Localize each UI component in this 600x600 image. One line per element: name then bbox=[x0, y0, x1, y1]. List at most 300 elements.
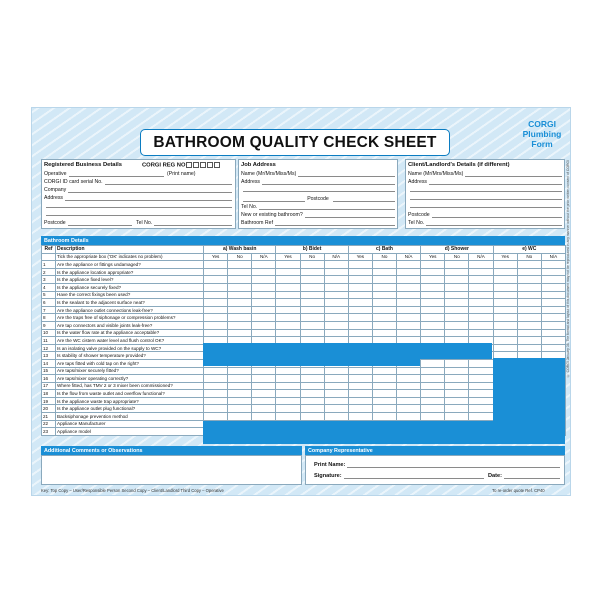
subheader-yes: Yes bbox=[204, 253, 228, 261]
check-cell[interactable] bbox=[397, 291, 421, 299]
check-cell[interactable] bbox=[276, 314, 300, 322]
check-cell[interactable] bbox=[348, 306, 372, 314]
client-postcode-field[interactable]: Postcode bbox=[408, 212, 562, 218]
check-cell[interactable] bbox=[421, 390, 445, 398]
check-cell[interactable] bbox=[324, 261, 348, 269]
check-cell[interactable] bbox=[348, 291, 372, 299]
check-cell[interactable] bbox=[204, 413, 228, 421]
tick-note: Tick the appropriate box ('OK' indicates no problem) bbox=[56, 253, 204, 261]
check-cell[interactable] bbox=[445, 375, 469, 383]
check-cell[interactable] bbox=[445, 329, 469, 337]
client-address-line-4[interactable] bbox=[408, 203, 562, 208]
check-cell[interactable] bbox=[372, 382, 396, 390]
check-cell[interactable] bbox=[469, 397, 493, 405]
check-cell[interactable] bbox=[517, 299, 541, 307]
check-cell[interactable] bbox=[324, 329, 348, 337]
check-cell[interactable] bbox=[493, 299, 517, 307]
check-cell[interactable] bbox=[324, 375, 348, 383]
check-cell[interactable] bbox=[204, 382, 228, 390]
check-cell[interactable] bbox=[252, 397, 276, 405]
check-cell[interactable] bbox=[421, 306, 445, 314]
check-cell[interactable] bbox=[421, 283, 445, 291]
logo-line-2: Plumbing bbox=[522, 129, 562, 139]
check-cell[interactable] bbox=[372, 367, 396, 375]
check-cell[interactable] bbox=[324, 268, 348, 276]
check-cell[interactable] bbox=[300, 405, 324, 413]
check-cell[interactable] bbox=[421, 321, 445, 329]
check-cell[interactable] bbox=[469, 413, 493, 421]
check-cell[interactable] bbox=[372, 397, 396, 405]
check-cell[interactable] bbox=[541, 283, 565, 291]
check-cell[interactable] bbox=[204, 405, 228, 413]
check-cell[interactable] bbox=[421, 291, 445, 299]
check-cell[interactable] bbox=[372, 375, 396, 383]
check-cell[interactable] bbox=[397, 283, 421, 291]
check-cell[interactable] bbox=[252, 306, 276, 314]
check-cell[interactable] bbox=[276, 367, 300, 375]
check-cell[interactable] bbox=[228, 397, 252, 405]
check-cell[interactable] bbox=[348, 268, 372, 276]
check-cell[interactable] bbox=[252, 367, 276, 375]
check-cell[interactable] bbox=[397, 329, 421, 337]
check-cell[interactable] bbox=[445, 397, 469, 405]
check-cell[interactable] bbox=[228, 413, 252, 421]
check-cell[interactable] bbox=[300, 397, 324, 405]
address-line-2[interactable] bbox=[44, 203, 232, 208]
check-cell[interactable] bbox=[372, 306, 396, 314]
check-cell[interactable] bbox=[348, 390, 372, 398]
check-cell[interactable] bbox=[204, 367, 228, 375]
check-cell[interactable] bbox=[541, 337, 565, 345]
check-cell[interactable] bbox=[397, 268, 421, 276]
row-ref: 18 bbox=[42, 390, 56, 398]
check-cell[interactable] bbox=[517, 344, 541, 352]
check-cell[interactable] bbox=[276, 268, 300, 276]
check-cell[interactable] bbox=[445, 390, 469, 398]
subheader-na: N/A bbox=[252, 253, 276, 261]
check-cell[interactable] bbox=[445, 291, 469, 299]
operative-field[interactable]: Operative bbox=[44, 171, 164, 177]
check-cell[interactable] bbox=[348, 397, 372, 405]
check-cell[interactable] bbox=[300, 299, 324, 307]
check-cell[interactable] bbox=[204, 299, 228, 307]
check-cell[interactable] bbox=[445, 283, 469, 291]
table-row bbox=[42, 276, 566, 284]
table-row bbox=[42, 321, 566, 329]
check-cell[interactable] bbox=[324, 283, 348, 291]
check-cell[interactable] bbox=[348, 382, 372, 390]
check-cell[interactable] bbox=[421, 375, 445, 383]
check-cell[interactable] bbox=[276, 276, 300, 284]
check-cell[interactable] bbox=[517, 329, 541, 337]
check-cell[interactable] bbox=[445, 405, 469, 413]
check-cell[interactable] bbox=[397, 321, 421, 329]
check-cell[interactable] bbox=[372, 268, 396, 276]
check-cell[interactable] bbox=[348, 283, 372, 291]
check-cell[interactable] bbox=[445, 321, 469, 329]
check-cell[interactable] bbox=[517, 306, 541, 314]
check-cell[interactable] bbox=[445, 276, 469, 284]
check-cell[interactable] bbox=[493, 306, 517, 314]
check-cell[interactable] bbox=[252, 382, 276, 390]
table-row bbox=[42, 268, 566, 276]
check-cell[interactable] bbox=[397, 306, 421, 314]
subheader-yes: Yes bbox=[421, 253, 445, 261]
check-cell[interactable] bbox=[372, 283, 396, 291]
check-cell[interactable] bbox=[469, 291, 493, 299]
check-cell[interactable] bbox=[517, 291, 541, 299]
check-cell[interactable] bbox=[252, 276, 276, 284]
row-ref: 16 bbox=[42, 375, 56, 383]
check-cell[interactable] bbox=[324, 314, 348, 322]
check-cell[interactable] bbox=[397, 382, 421, 390]
row-ref: 20 bbox=[42, 405, 56, 413]
check-cell[interactable] bbox=[517, 337, 541, 345]
check-cell[interactable] bbox=[252, 390, 276, 398]
check-cell[interactable] bbox=[493, 283, 517, 291]
check-cell[interactable] bbox=[276, 397, 300, 405]
job-tel-field[interactable]: Tel No. bbox=[241, 204, 395, 210]
check-cell[interactable] bbox=[252, 283, 276, 291]
check-cell[interactable] bbox=[541, 344, 565, 352]
row-description: Appliance model bbox=[56, 428, 204, 436]
check-cell[interactable] bbox=[228, 276, 252, 284]
job-address-field[interactable]: Address bbox=[241, 179, 395, 185]
check-cell[interactable] bbox=[300, 314, 324, 322]
job-postcode-field[interactable]: Postcode bbox=[241, 196, 395, 202]
check-cell[interactable] bbox=[421, 276, 445, 284]
blocked-cells-rows-11-12 bbox=[203, 343, 492, 359]
check-cell[interactable] bbox=[300, 283, 324, 291]
check-cell[interactable] bbox=[228, 329, 252, 337]
check-cell[interactable] bbox=[397, 314, 421, 322]
check-cell[interactable] bbox=[348, 413, 372, 421]
check-cell[interactable] bbox=[204, 375, 228, 383]
check-cell[interactable] bbox=[276, 291, 300, 299]
check-cell[interactable] bbox=[372, 405, 396, 413]
check-cell[interactable] bbox=[517, 268, 541, 276]
check-cell[interactable] bbox=[541, 276, 565, 284]
check-cell[interactable] bbox=[493, 344, 517, 352]
address-line-3[interactable] bbox=[44, 211, 232, 216]
check-cell[interactable] bbox=[397, 367, 421, 375]
check-cell[interactable] bbox=[324, 291, 348, 299]
check-cell[interactable] bbox=[445, 268, 469, 276]
row-description: Appliance Manufacturer bbox=[56, 420, 204, 428]
corgi-logo bbox=[517, 119, 567, 149]
check-cell[interactable] bbox=[348, 261, 372, 269]
check-cell[interactable] bbox=[324, 299, 348, 307]
check-cell[interactable] bbox=[541, 314, 565, 322]
table-row bbox=[42, 390, 566, 398]
check-cell[interactable] bbox=[324, 367, 348, 375]
subheader-na: N/A bbox=[469, 253, 493, 261]
check-cell[interactable] bbox=[228, 261, 252, 269]
check-cell[interactable] bbox=[469, 314, 493, 322]
check-cell[interactable] bbox=[276, 306, 300, 314]
check-cell[interactable] bbox=[493, 321, 517, 329]
check-cell[interactable] bbox=[300, 382, 324, 390]
client-tel-field[interactable]: Tel No. bbox=[408, 220, 562, 226]
check-cell[interactable] bbox=[421, 397, 445, 405]
check-cell[interactable] bbox=[541, 329, 565, 337]
check-cell[interactable] bbox=[204, 397, 228, 405]
check-cell[interactable] bbox=[300, 390, 324, 398]
check-cell[interactable] bbox=[204, 329, 228, 337]
check-cell[interactable] bbox=[252, 405, 276, 413]
check-cell[interactable] bbox=[204, 321, 228, 329]
check-cell[interactable] bbox=[324, 276, 348, 284]
check-cell[interactable] bbox=[228, 321, 252, 329]
row-description: Is the appliance securely fixed? bbox=[56, 283, 204, 291]
check-cell[interactable] bbox=[372, 329, 396, 337]
check-cell[interactable] bbox=[348, 405, 372, 413]
check-cell[interactable] bbox=[276, 375, 300, 383]
check-cell[interactable] bbox=[348, 375, 372, 383]
row-description: Backsiphonage prevention method bbox=[56, 413, 204, 421]
check-cell[interactable] bbox=[348, 367, 372, 375]
check-cell[interactable] bbox=[445, 359, 469, 367]
check-cell[interactable] bbox=[204, 268, 228, 276]
check-cell[interactable] bbox=[252, 268, 276, 276]
check-cell[interactable] bbox=[300, 291, 324, 299]
check-cell[interactable] bbox=[445, 299, 469, 307]
check-cell[interactable] bbox=[300, 413, 324, 421]
check-cell[interactable] bbox=[252, 321, 276, 329]
check-cell[interactable] bbox=[397, 413, 421, 421]
tel-field[interactable]: Tel No. bbox=[136, 220, 232, 226]
check-cell[interactable] bbox=[204, 283, 228, 291]
check-cell[interactable] bbox=[228, 375, 252, 383]
subheader-no: No bbox=[228, 253, 252, 261]
check-cell[interactable] bbox=[228, 390, 252, 398]
check-cell[interactable] bbox=[421, 359, 445, 367]
check-cell[interactable] bbox=[493, 337, 517, 345]
check-cell[interactable] bbox=[348, 321, 372, 329]
check-cell[interactable] bbox=[421, 329, 445, 337]
copies-key: Key: Top Copy – User/Responsible Person Second Copy – Client/Landlord Third Copy – Operative bbox=[41, 488, 224, 493]
check-cell[interactable] bbox=[445, 367, 469, 375]
check-cell[interactable] bbox=[300, 375, 324, 383]
rep-print-name-field[interactable]: Print Name: bbox=[314, 462, 560, 468]
check-cell[interactable] bbox=[445, 413, 469, 421]
check-cell[interactable] bbox=[252, 329, 276, 337]
logo-line-1: CORGI bbox=[528, 119, 556, 129]
check-cell[interactable] bbox=[372, 413, 396, 421]
bathroom-ref-field[interactable]: Bathroom Ref bbox=[241, 220, 395, 226]
check-cell[interactable] bbox=[372, 261, 396, 269]
check-cell[interactable] bbox=[421, 314, 445, 322]
check-cell[interactable] bbox=[372, 291, 396, 299]
check-cell[interactable] bbox=[276, 321, 300, 329]
client-name-field[interactable]: Name (Mr/Mrs/Miss/Ms) bbox=[408, 171, 562, 177]
check-cell[interactable] bbox=[469, 268, 493, 276]
check-cell[interactable] bbox=[469, 390, 493, 398]
postcode-field[interactable]: Postcode bbox=[44, 220, 132, 226]
check-cell[interactable] bbox=[372, 321, 396, 329]
check-cell[interactable] bbox=[276, 299, 300, 307]
check-cell[interactable] bbox=[397, 390, 421, 398]
check-cell[interactable] bbox=[493, 268, 517, 276]
check-cell[interactable] bbox=[204, 314, 228, 322]
check-cell[interactable] bbox=[228, 268, 252, 276]
check-cell[interactable] bbox=[300, 367, 324, 375]
check-cell[interactable] bbox=[300, 261, 324, 269]
check-cell[interactable] bbox=[421, 405, 445, 413]
check-cell[interactable] bbox=[300, 268, 324, 276]
check-cell[interactable] bbox=[276, 261, 300, 269]
check-cell[interactable] bbox=[372, 276, 396, 284]
check-cell[interactable] bbox=[276, 283, 300, 291]
check-cell[interactable] bbox=[252, 291, 276, 299]
check-cell[interactable] bbox=[493, 261, 517, 269]
client-address-line-3[interactable] bbox=[408, 195, 562, 200]
check-cell[interactable] bbox=[228, 291, 252, 299]
check-cell[interactable] bbox=[421, 413, 445, 421]
check-cell[interactable] bbox=[324, 397, 348, 405]
row-description: Is the appliance waste trap appropriate? bbox=[56, 397, 204, 405]
check-cell[interactable] bbox=[372, 314, 396, 322]
new-existing-field[interactable]: New or existing bathroom? bbox=[241, 212, 395, 218]
comments-area[interactable] bbox=[41, 455, 302, 485]
check-cell[interactable] bbox=[252, 413, 276, 421]
check-cell[interactable] bbox=[300, 329, 324, 337]
job-name-field[interactable]: Name (Mr/Mrs/Miss/Ms) bbox=[241, 171, 395, 177]
row-ref: 10 bbox=[42, 329, 56, 337]
check-cell[interactable] bbox=[324, 321, 348, 329]
client-address-field[interactable]: Address bbox=[408, 179, 562, 185]
check-cell[interactable] bbox=[300, 276, 324, 284]
check-cell[interactable] bbox=[204, 261, 228, 269]
job-address-title: Job Address bbox=[241, 162, 276, 168]
check-cell[interactable] bbox=[276, 329, 300, 337]
check-cell[interactable] bbox=[252, 261, 276, 269]
check-cell[interactable] bbox=[372, 299, 396, 307]
check-cell[interactable] bbox=[469, 375, 493, 383]
check-cell[interactable] bbox=[469, 329, 493, 337]
check-cell[interactable] bbox=[541, 299, 565, 307]
check-cell[interactable] bbox=[493, 314, 517, 322]
check-cell[interactable] bbox=[397, 261, 421, 269]
check-cell[interactable] bbox=[445, 314, 469, 322]
corgi-id-field[interactable]: CORGI ID card serial No. bbox=[44, 179, 232, 185]
check-cell[interactable] bbox=[541, 321, 565, 329]
check-cell[interactable] bbox=[348, 299, 372, 307]
check-cell[interactable] bbox=[397, 299, 421, 307]
check-cell[interactable] bbox=[204, 390, 228, 398]
check-cell[interactable] bbox=[276, 413, 300, 421]
check-cell[interactable] bbox=[469, 261, 493, 269]
check-cell[interactable] bbox=[228, 405, 252, 413]
check-cell[interactable] bbox=[228, 306, 252, 314]
check-cell[interactable] bbox=[469, 306, 493, 314]
rep-signature-field[interactable]: Signature: bbox=[314, 473, 484, 479]
address-field[interactable]: Address bbox=[44, 195, 232, 201]
check-cell[interactable] bbox=[397, 375, 421, 383]
check-cell[interactable] bbox=[445, 261, 469, 269]
check-cell[interactable] bbox=[348, 314, 372, 322]
check-cell[interactable] bbox=[421, 261, 445, 269]
rep-date-field[interactable]: Date: bbox=[488, 473, 560, 479]
check-cell[interactable] bbox=[541, 261, 565, 269]
check-cell[interactable] bbox=[372, 390, 396, 398]
check-cell[interactable] bbox=[252, 314, 276, 322]
check-cell[interactable] bbox=[541, 306, 565, 314]
check-cell[interactable] bbox=[517, 321, 541, 329]
job-address-line-2[interactable] bbox=[241, 187, 395, 192]
check-cell[interactable] bbox=[276, 405, 300, 413]
check-cell[interactable] bbox=[469, 367, 493, 375]
check-cell[interactable] bbox=[421, 299, 445, 307]
check-sheet bbox=[31, 107, 571, 496]
check-cell[interactable] bbox=[541, 291, 565, 299]
check-cell[interactable] bbox=[204, 291, 228, 299]
check-cell[interactable] bbox=[493, 276, 517, 284]
client-address-line-2[interactable] bbox=[408, 187, 562, 192]
check-cell[interactable] bbox=[421, 382, 445, 390]
check-cell[interactable] bbox=[469, 382, 493, 390]
check-cell[interactable] bbox=[204, 306, 228, 314]
check-cell[interactable] bbox=[324, 306, 348, 314]
check-cell[interactable] bbox=[228, 283, 252, 291]
check-cell[interactable] bbox=[469, 405, 493, 413]
check-cell[interactable] bbox=[324, 413, 348, 421]
row-description: Is the appliance fixed level? bbox=[56, 276, 204, 284]
check-cell[interactable] bbox=[445, 382, 469, 390]
check-cell[interactable] bbox=[324, 382, 348, 390]
check-cell[interactable] bbox=[493, 291, 517, 299]
subheader-na: N/A bbox=[397, 253, 421, 261]
check-cell[interactable] bbox=[469, 321, 493, 329]
check-cell[interactable] bbox=[517, 314, 541, 322]
check-cell[interactable] bbox=[228, 382, 252, 390]
check-cell[interactable] bbox=[469, 276, 493, 284]
check-cell[interactable] bbox=[228, 299, 252, 307]
check-cell[interactable] bbox=[493, 329, 517, 337]
check-cell[interactable] bbox=[276, 390, 300, 398]
check-cell[interactable] bbox=[445, 306, 469, 314]
check-cell[interactable] bbox=[348, 329, 372, 337]
check-cell[interactable] bbox=[469, 283, 493, 291]
check-cell[interactable] bbox=[397, 276, 421, 284]
row-description: Is stability of shower temperature provided? bbox=[56, 352, 204, 360]
check-cell[interactable] bbox=[228, 314, 252, 322]
check-cell[interactable] bbox=[204, 276, 228, 284]
check-cell[interactable] bbox=[324, 390, 348, 398]
check-cell[interactable] bbox=[421, 268, 445, 276]
check-cell[interactable] bbox=[517, 276, 541, 284]
row-description: Are the appliance or fittings undamaged? bbox=[56, 261, 204, 269]
check-cell[interactable] bbox=[469, 359, 493, 367]
check-cell[interactable] bbox=[252, 299, 276, 307]
check-cell[interactable] bbox=[421, 367, 445, 375]
check-cell[interactable] bbox=[228, 367, 252, 375]
check-cell[interactable] bbox=[517, 283, 541, 291]
check-cell[interactable] bbox=[397, 397, 421, 405]
check-cell[interactable] bbox=[300, 321, 324, 329]
check-cell[interactable] bbox=[541, 268, 565, 276]
check-cell[interactable] bbox=[300, 306, 324, 314]
table-row bbox=[42, 413, 566, 421]
check-cell[interactable] bbox=[469, 299, 493, 307]
check-cell[interactable] bbox=[276, 382, 300, 390]
check-cell[interactable] bbox=[252, 375, 276, 383]
check-cell[interactable] bbox=[348, 276, 372, 284]
check-cell[interactable] bbox=[324, 405, 348, 413]
company-field[interactable]: Company bbox=[44, 187, 232, 193]
check-cell[interactable] bbox=[397, 405, 421, 413]
check-cell[interactable] bbox=[517, 261, 541, 269]
